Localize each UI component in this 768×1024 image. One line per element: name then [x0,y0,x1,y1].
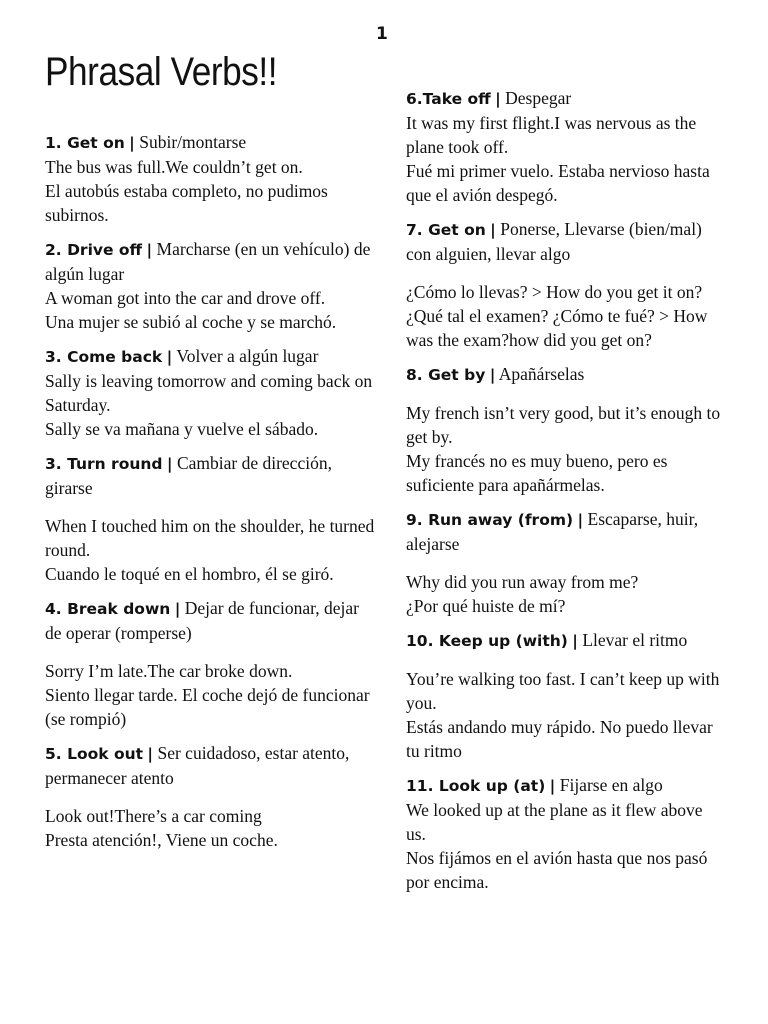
english-example: The bus was full.We couldn’t get on. [45,157,303,177]
separator: | [577,511,584,529]
meaning: Subir/montarse [139,132,247,152]
phrasal-verb-entry [406,773,726,894]
left-column [45,130,375,862]
meaning: Llevar el ritmo [582,630,688,650]
entry-heading [406,773,726,798]
spanish-translation: Cuando le toqué en el hombro, él se giró. [45,564,334,584]
separator: | [147,745,154,763]
english-example: When I touched him on the shoulder, he turned round. [45,516,375,560]
verb: 10. Keep up (with) [406,632,568,650]
spanish-translation: El autobús estaba completo, no pudimos subirnos. [45,181,328,225]
verb: 9. Run away (from) [406,511,574,529]
separator: | [490,221,496,239]
spanish-translation: Siento llegar tarde. El coche dejó de funcionar (se rompió) [45,685,370,729]
page-number: 1 [376,24,388,44]
spanish-translation: Una mujer se subió al coche y se marchó. [45,312,337,332]
separator: | [572,632,578,650]
entry-heading [406,628,726,653]
entry-heading [45,596,375,645]
english-example: Why did you run away from me? [406,572,639,592]
phrasal-verb-entry [406,628,726,763]
verb: 7. Get on [406,221,486,239]
english-example: We looked up at the plane as it flew above us. [406,800,703,844]
english-example: ¿Cómo lo llevas? > How do you get it on? [406,282,703,302]
page-title: Phrasal Verbs!! [45,50,278,94]
meaning: Apañárselas [498,364,585,384]
spanish-translation: Estás andando muy rápido. No puedo llevar tu ritmo [406,717,713,761]
entry-heading [45,741,375,790]
spanish-translation: Presta atención!, Viene un coche. [45,830,278,850]
spanish-translation: ¿Por qué huiste de mí? [406,596,566,616]
spanish-translation: Fué mi primer vuelo. Estaba nervioso hasta que el avión despegó. [406,161,710,205]
english-example: Sally is leaving tomorrow and coming back on Saturday. [45,371,373,415]
phrasal-verb-entry [45,741,375,852]
verb: 2. Drive off [45,241,143,259]
verb: 5. Look out [45,745,144,763]
entry-heading [45,451,375,500]
verb: 3. Turn round [45,455,163,473]
phrasal-verb-entry [45,130,375,227]
phrasal-verb-entry [406,217,726,352]
meaning: Ser cuidadoso, estar atento, permanecer atento [45,743,350,788]
meaning: Volver a algún lugar [176,346,319,366]
english-example: You’re walking too fast. I can’t keep up with you. [406,669,720,713]
english-example: It was my first flight.I was nervous as the plane took off. [406,113,697,157]
separator: | [489,366,496,384]
spanish-translation: ¿Qué tal el examen? ¿Cómo te fué? > How was the exam?how did you get on? [406,306,708,350]
meaning: Fijarse en algo [559,775,663,795]
english-example: My french isn’t very good, but it’s enough to get by. [406,403,721,447]
phrasal-verb-entry [406,86,726,207]
spanish-translation: Sally se va mañana y vuelve el sábado. [45,419,319,439]
meaning: Dejar de funcionar, dejar de operar (romperse) [45,598,359,643]
phrasal-verb-entry [45,237,375,334]
phrasal-verb-entry [45,344,375,441]
phrasal-verb-entry [406,507,726,618]
verb: 6.Take off [406,90,491,108]
spanish-translation: Nos fijámos en el avión hasta que nos pasó por encima. [406,848,708,892]
separator: | [174,600,181,618]
separator: | [166,348,173,366]
english-example: Sorry I’m late.The car broke down. [45,661,293,681]
separator: | [129,134,135,152]
meaning: Escaparse, huir, alejarse [406,509,699,554]
verb: 11. Look up (at) [406,777,546,795]
meaning: Cambiar de dirección, girarse [45,453,332,498]
separator: | [549,777,556,795]
meaning: Marcharse (en un vehículo) de algún lugar [45,239,371,284]
entry-heading [45,237,375,286]
entry-heading [406,217,726,266]
entry-heading [406,507,726,556]
entry-heading [45,344,375,369]
meaning: Ponerse, Llevarse (bien/mal) con alguien, llevar algo [406,219,702,264]
verb: 4. Break down [45,600,171,618]
phrasal-verb-entry [406,362,726,497]
english-example: Look out!There’s a car coming [45,806,262,826]
spanish-translation: My francés no es muy bueno, pero es suficiente para apañármelas. [406,451,668,495]
verb: 8. Get by [406,366,486,384]
phrasal-verb-entry [45,451,375,586]
english-example: A woman got into the car and drove off. [45,288,326,308]
phrasal-verb-entry [45,596,375,731]
verb: 3. Come back [45,348,163,366]
separator: | [166,455,173,473]
entry-heading [406,362,726,387]
right-column [406,86,726,904]
entry-heading [406,86,726,111]
verb: 1. Get on [45,134,125,152]
separator: | [146,241,153,259]
separator: | [495,90,501,108]
meaning: Despegar [505,88,572,108]
entry-heading [45,130,375,155]
